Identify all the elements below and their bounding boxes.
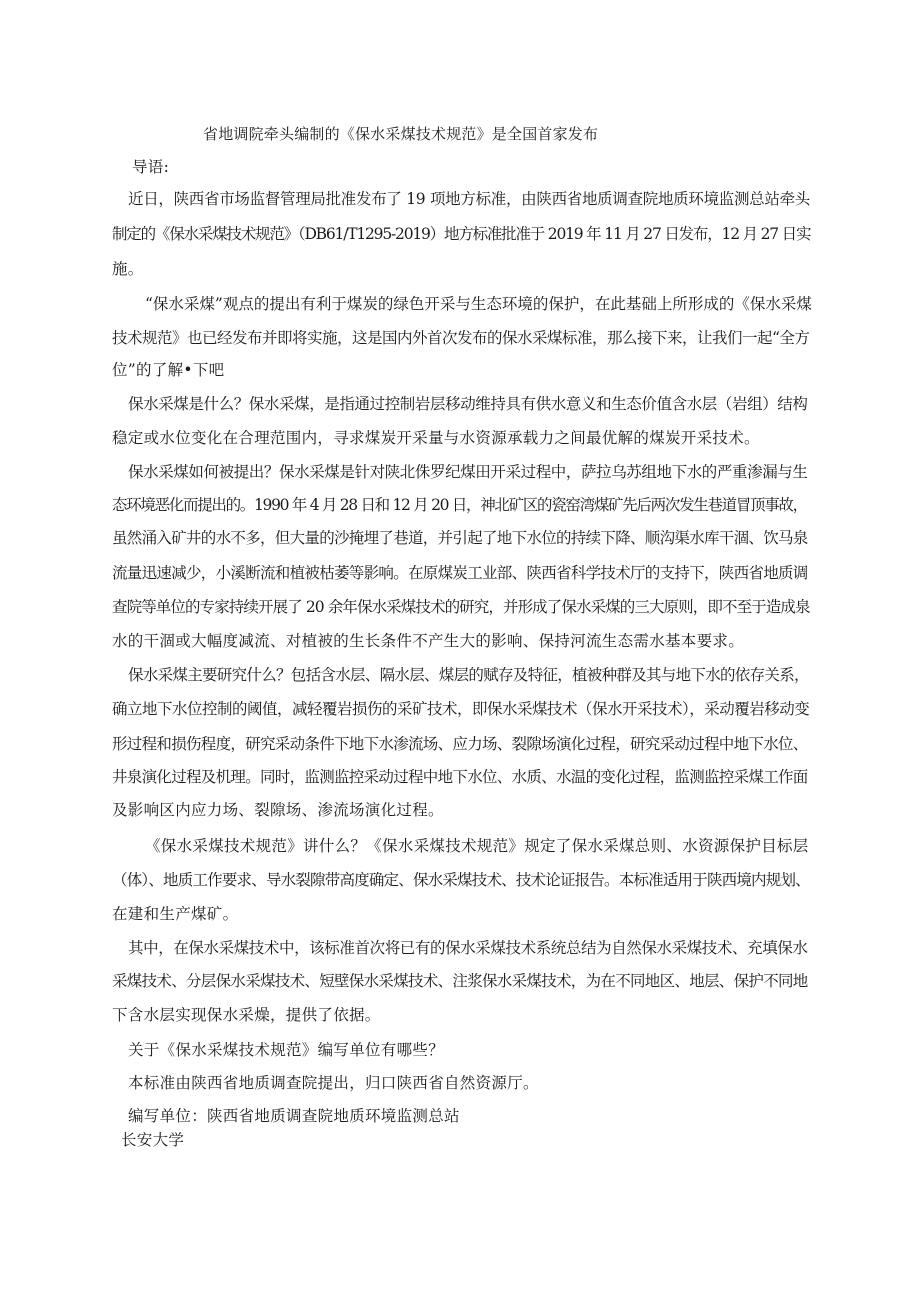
paragraph-line: 查院等单位的专家持续开展了 20 余年保水采煤技术的研究，并形成了保水采煤的三大原则，即不至于造成泉	[112, 598, 810, 616]
paragraph-line: 关于《保水采煤技术规范》编写单位有哪些？	[128, 1041, 445, 1059]
paragraph-line: （体）、地质工作要求、导水裂隙带高度确定、保水采煤技术、技术论证报告。本标准适用于陕西境内规划、	[112, 871, 810, 889]
paragraph-line: 在建和生产煤矿。	[112, 905, 239, 923]
paragraph-line: 形过程和损伤程度，研究采动条件下地下水渗流场、应力场、裂隙场演化过程，研究采动过程中地下水位、	[112, 735, 808, 753]
paragraph-line: 制定的《保水采煤技术规范》（DB61/T1295-2019）地方标准批准于 2019 年 11 月 27 日发布，12 月 27 日实	[112, 225, 811, 243]
paragraph-line: “保水采煤”观点的提出有利于煤炭的绿色开采与生态环境的保护，在此基础上所形成的《保水采煤	[145, 295, 812, 313]
document-title: 省地调院牵头编制的《保水采煤技术规范》是全国首家发布	[203, 125, 599, 143]
paragraph-line: 及影响区内应力场、裂隙场、渗流场演化过程。	[112, 801, 444, 819]
paragraph-line: 施。	[112, 260, 144, 278]
paragraph-line: 井泉演化过程及机理。同时，监测监控采动过程中地下水位、水质、水温的变化过程，监测监控采煤工作面	[112, 768, 808, 786]
paragraph-line: 其中，在保水采煤技术中，该标准首次将已有的保水采煤技术系统总结为自然保水采煤技术、充填保水	[128, 939, 808, 957]
paragraph-line: 《保水采煤技术规范》讲什么？《保水采煤技术规范》规定了保水采煤总则、水资源保护目标层	[145, 837, 809, 855]
paragraph-line: 流量迅速减少，小溪断流和植被枯萎等影响。在原煤炭工业部、陕西省科学技术厅的支持下，陕西省地质调	[112, 564, 808, 582]
intro-label: 导语:	[132, 158, 170, 176]
paragraph-line: 近日，陕西省市场监督管理局批准发布了 19 项地方标准，由陕西省地质调查院地质环境监测总站牵头	[128, 190, 810, 208]
paragraph-line: 虽然涌入矿井的水不多，但大量的沙掩埋了巷道，并引起了地下水位的持续下降、顺沟渠水库干涸、饮马泉	[112, 529, 808, 547]
paragraph-line: 稳定或水位变化在合理范围内，寻求煤炭开采量与水资源承载力之间最优解的煤炭开采技术。	[112, 429, 760, 447]
paragraph-line: 位”的了解•下吧	[112, 361, 225, 379]
paragraph-line: 确立地下水位控制的阈值，减轻覆岩损伤的采矿技术，即保水采煤技术（保水开采技术），采动覆岩移动变	[112, 700, 810, 718]
paragraph-line: 下含水层实现保水采燥，提供了依据。	[112, 1006, 381, 1024]
paragraph-line: 保水采煤主要研究什么？包括含水层、隔水层、煤层的赋存及特征，植被种群及其与地下水的依存关系，	[128, 666, 809, 684]
paragraph-line: 技术规范》也已经发布并即将实施，这是国内外首次发布的保水采煤标准，那么接下来，让我们一起“全方	[112, 329, 810, 347]
paragraph-line: 长安大学	[121, 1131, 185, 1149]
paragraph-line: 采煤技术、分层保水采煤技术、短壁保水采煤技术、注浆保水采煤技术，为在不同地区、地层、保护不同地	[112, 972, 808, 990]
paragraph-line: 本标准由陕西省地质调查院提出，归口陕西省自然资源厅。	[128, 1074, 539, 1092]
paragraph-line: 水的干涸或大幅度减流、对植被的生长条件不产生大的影响、保持河流生态需水基本要求。	[112, 632, 745, 650]
paragraph-line: 保水采煤是什么？保水采煤，是指通过控制岩层移动维持具有供水意义和生态价值含水层（岩组）结构	[128, 395, 808, 413]
paragraph-line: 态环境恶化而提出的。1990 年 4 月 28 日和 12 月 20 日，神北矿区的瓷窑湾煤矿先后两次发生巷道冒顶事故，	[112, 496, 807, 514]
paragraph-line: 编写单位：陕西省地质调查院地质环境监测总站	[128, 1107, 460, 1125]
paragraph-line: 保水采煤如何被提出？保水采煤是针对陕北侏罗纪煤田开采过程中，萨拉乌苏组地下水的严重渗漏与生	[128, 463, 808, 481]
